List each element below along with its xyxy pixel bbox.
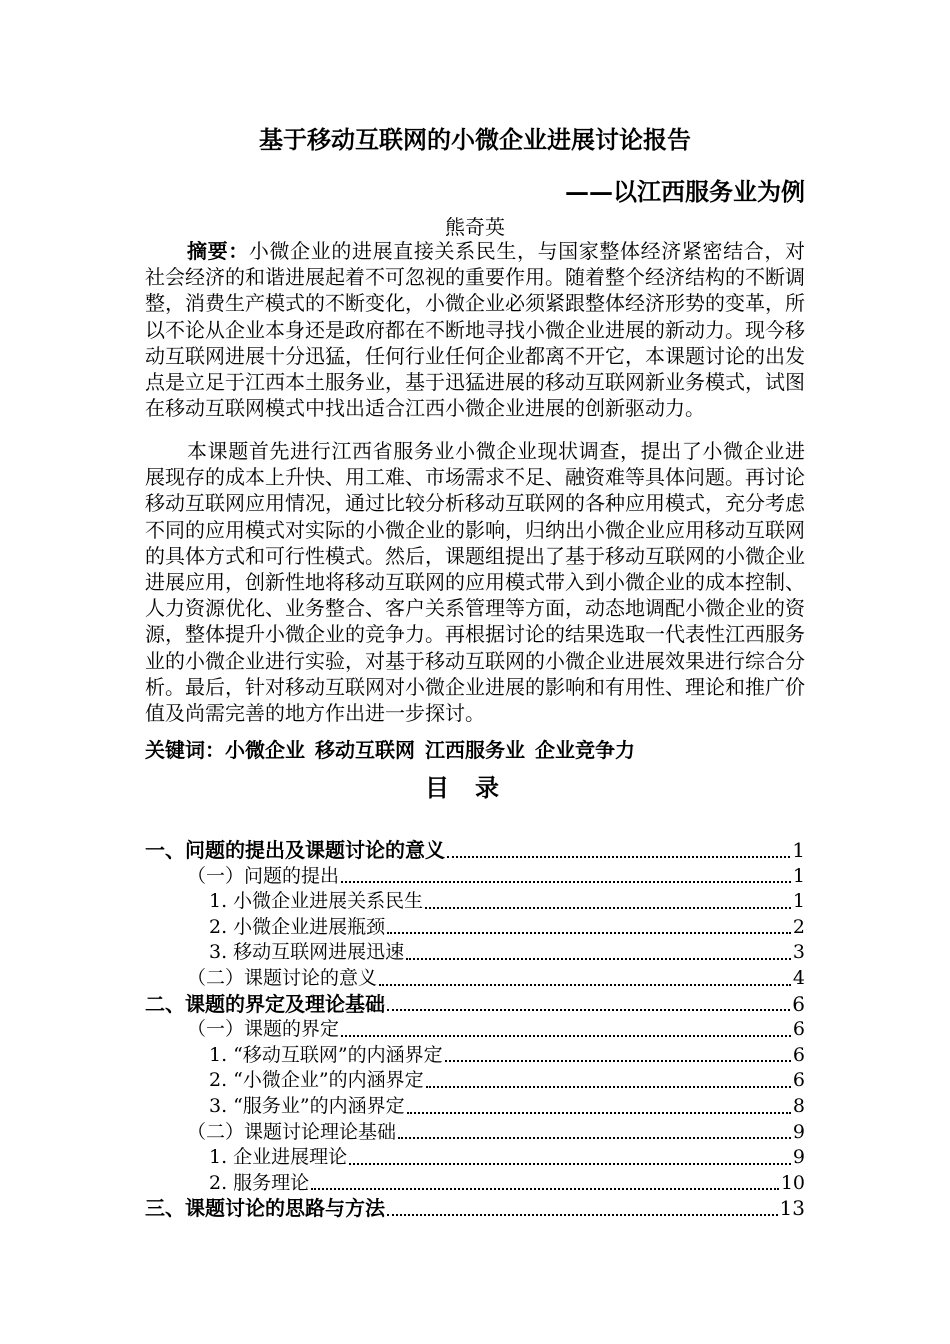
toc-entry-label: 2. 小微企业进展瓶颈 [209,915,386,938]
toc-entry-label: 三、课题讨论的思路与方法 [145,1196,385,1221]
toc-entry-label: 一、问题的提出及课题讨论的意义 [145,838,445,862]
toc-entry-page: 1 [792,864,805,887]
toc-leader [445,1060,791,1062]
toc-entry-label: 2. 服务理论 [209,1171,310,1194]
toc-leader [387,1214,778,1216]
toc-entry-page: 6 [792,1069,805,1092]
toc-entry-label: 3. 移动互联网进展迅速 [209,941,405,964]
keyword: 企业竞争力 [535,738,635,762]
toc-leader [379,984,791,986]
toc-entry[interactable] [145,1171,805,1197]
table-of-contents [145,838,805,1222]
keyword: 移动互联网 [315,738,415,762]
toc-entry-page: 4 [792,966,805,989]
keyword: 小微企业 [225,738,305,762]
toc-entry-page: 1 [792,890,805,913]
toc-entry[interactable] [145,992,805,1018]
toc-entry[interactable] [145,1017,805,1043]
abstract-label: 摘要： [187,239,249,263]
keywords-label: 关键词： [145,738,225,762]
toc-entry-label: 1. 企业进展理论 [209,1146,348,1169]
toc-entry-page: 8 [792,1094,805,1117]
toc-leader [349,1163,791,1165]
toc-entry[interactable] [145,1145,805,1171]
toc-entry[interactable] [145,1043,805,1069]
toc-leader [426,1086,791,1088]
toc-entry[interactable] [145,966,805,992]
toc-entry-page: 2 [792,915,805,938]
keywords [145,736,805,764]
abstract [145,238,805,421]
toc-leader [398,1137,791,1139]
toc-entry-label: 3. “服务业”的内涵界定 [209,1094,405,1117]
toc-entry[interactable] [145,1094,805,1120]
toc-entry[interactable] [145,1196,805,1222]
toc-entry-label: 2. “小微企业”的内涵界定 [209,1069,424,1092]
toc-entry-page: 9 [792,1120,805,1143]
toc-entry-label: 1. 小微企业进展关系民生 [209,890,424,913]
toc-leader [341,1035,791,1037]
toc-entry-page: 6 [792,1043,805,1066]
toc-entry-label: （一）问题的提出 [187,864,340,887]
toc-leader [407,1112,791,1114]
toc-entry[interactable] [145,940,805,966]
toc-entry-label: 二、课题的界定及理论基础 [145,991,385,1016]
toc-leader [341,881,791,883]
toc-title: 目录 [425,773,525,802]
toc-entry[interactable] [145,864,805,890]
toc-entry[interactable] [145,1120,805,1146]
document-subtitle: ——以江西服务业为例 [565,177,805,206]
keyword: 江西服务业 [425,738,525,762]
toc-leader [387,932,791,934]
toc-entry[interactable] [145,915,805,941]
toc-entry-page: 6 [792,1018,805,1041]
toc-entry-label: （二）课题讨论理论基础 [187,1120,397,1143]
toc-leader [447,856,790,858]
toc-entry[interactable] [145,838,805,864]
toc-entry-page: 13 [779,1196,805,1221]
toc-entry-page: 6 [792,991,805,1016]
toc-entry-label: 1. “移动互联网”的内涵界定 [209,1043,443,1066]
toc-entry-page: 9 [792,1146,805,1169]
toc-entry-page: 1 [792,838,805,862]
toc-entry-page: 3 [792,941,805,964]
toc-leader [406,958,791,960]
paragraph-2-text: 本课题首先进行江西省服务业小微企业现状调查，提出了小微企业进展现存的成本上升快、用工难、市场需求不足、融资难等具体问题。再讨论移动互联网应用情况，通过比较分析移动互联网的各种应用模式，充分考虑不同的应用模式对实际的小微企业的影响，归纳出小微企业应用移动互联网的具体方式和可行性模式。然后，课题组提出了基于移动互联网的小微企业进展应用，创新性地将移动互联网的应用模式带入到小微企业的成本控制、人力资源优化、业务整合、客户关系管理等方面，动态地调配小微企业的资源，整体提升小微企业的竞争力。再根据讨论的结果选取一代表性江西服务业的小微企业进行实验，对基于移动互联网的小微企业进展效果进行综合分析。最后，针对移动互联网对小微企业进展的影响和有用性、理论和推广价值及尚需完善的地方作出进一步探讨。 [145,439,805,726]
author-name: 熊奇英 [445,215,505,239]
toc-entry[interactable] [145,889,805,915]
abstract-paragraph-2 [145,438,805,726]
toc-leader [311,1188,779,1190]
toc-entry-label: （二）课题讨论的意义 [187,966,378,989]
toc-entry-page: 10 [780,1171,805,1194]
toc-leader [387,1009,790,1011]
toc-leader [425,907,791,909]
toc-entry[interactable] [145,1068,805,1094]
abstract-paragraph [145,238,805,421]
document-title: 基于移动互联网的小微企业进展讨论报告 [259,125,691,154]
abstract-text: 小微企业的进展直接关系民生，与国家整体经济紧密结合，对社会经济的和谐进展起着不可忽视的重要作用。随着整个经济结构的不断调整，消费生产模式的不断变化，小微企业必须紧跟整体经济形势的变革，所以不论从企业本身还是政府都在不断地寻找小微企业进展的新动力。现今移动互联网进展十分迅猛，任何行业任何企业都离不开它，本课题讨论的出发点是立足于江西本土服务业，基于迅猛进展的移动互联网新业务模式，试图在移动互联网模式中找出适合江西小微企业进展的创新驱动力。 [145,239,806,421]
toc-entry-label: （一）课题的界定 [187,1018,340,1041]
